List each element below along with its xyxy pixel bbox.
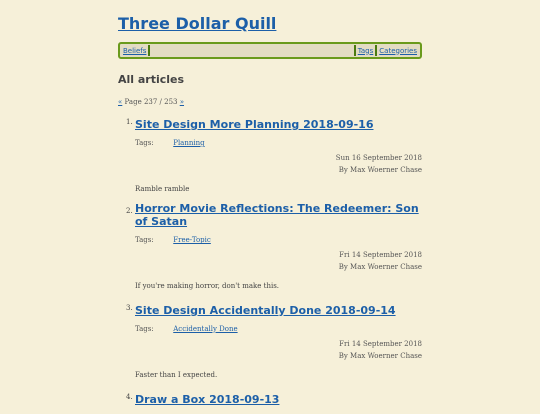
article-item [118, 388, 422, 414]
article-date: Fri 14 September 2018 [339, 251, 422, 259]
article-author: By Max Woerner Chase [338, 263, 422, 271]
tags-label: Tags: [135, 139, 154, 147]
site-title-link[interactable]: Three Dollar Quill [118, 14, 277, 33]
article-number: 3. [126, 304, 133, 312]
article-list [118, 113, 422, 414]
tag-link[interactable]: Free-Topic [173, 236, 211, 244]
article-number: 1. [126, 118, 133, 126]
menu-item-tags[interactable]: Tags [357, 46, 374, 55]
article-author: By Max Woerner Chase [338, 166, 422, 174]
article-meta [135, 338, 422, 362]
article-meta [135, 249, 422, 273]
article-tags [135, 325, 422, 333]
article-summary: If you're making horror, don't make this. [135, 282, 280, 290]
tags-label: Tags: [135, 325, 154, 333]
article-date: Fri 14 September 2018 [339, 340, 422, 348]
pager-text: Page 237 / 253 [124, 98, 178, 106]
article-date: Sun 16 September 2018 [335, 154, 422, 162]
article-number: 4. [126, 393, 133, 401]
pager-next-link[interactable]: » [179, 98, 185, 106]
article-meta [135, 152, 422, 176]
article-summary: Faster than I expected. [135, 371, 218, 379]
article-number: 2. [126, 207, 133, 215]
pager-prev-link[interactable]: « [118, 98, 123, 106]
article-tags [135, 139, 422, 147]
article-item [118, 299, 422, 379]
article-item [118, 202, 422, 290]
tag-link[interactable]: Planning [173, 139, 205, 147]
article-item [118, 113, 422, 193]
article-tags [135, 236, 422, 244]
menu-item-categories[interactable]: Categories [379, 46, 417, 55]
article-title-link[interactable]: Site Design More Planning 2018-09-16 [135, 118, 374, 131]
section-title: All articles [118, 73, 185, 86]
article-title-link[interactable]: Draw a Box 2018-09-13 [135, 393, 280, 406]
nav-menu [118, 42, 422, 59]
tag-link[interactable]: Accidentally Done [173, 325, 238, 333]
pager [118, 98, 422, 106]
article-title-link[interactable]: Horror Movie Reflections: The Redeemer: Son of Satan [135, 202, 419, 228]
tags-label: Tags: [135, 236, 154, 244]
menu-item-beliefs[interactable]: Beliefs [123, 46, 147, 55]
article-summary: Ramble ramble [135, 185, 190, 193]
menu-divider [148, 45, 150, 56]
article-title-link[interactable]: Site Design Accidentally Done 2018-09-14 [135, 304, 396, 317]
page [118, 0, 422, 414]
article-author: By Max Woerner Chase [338, 352, 422, 360]
